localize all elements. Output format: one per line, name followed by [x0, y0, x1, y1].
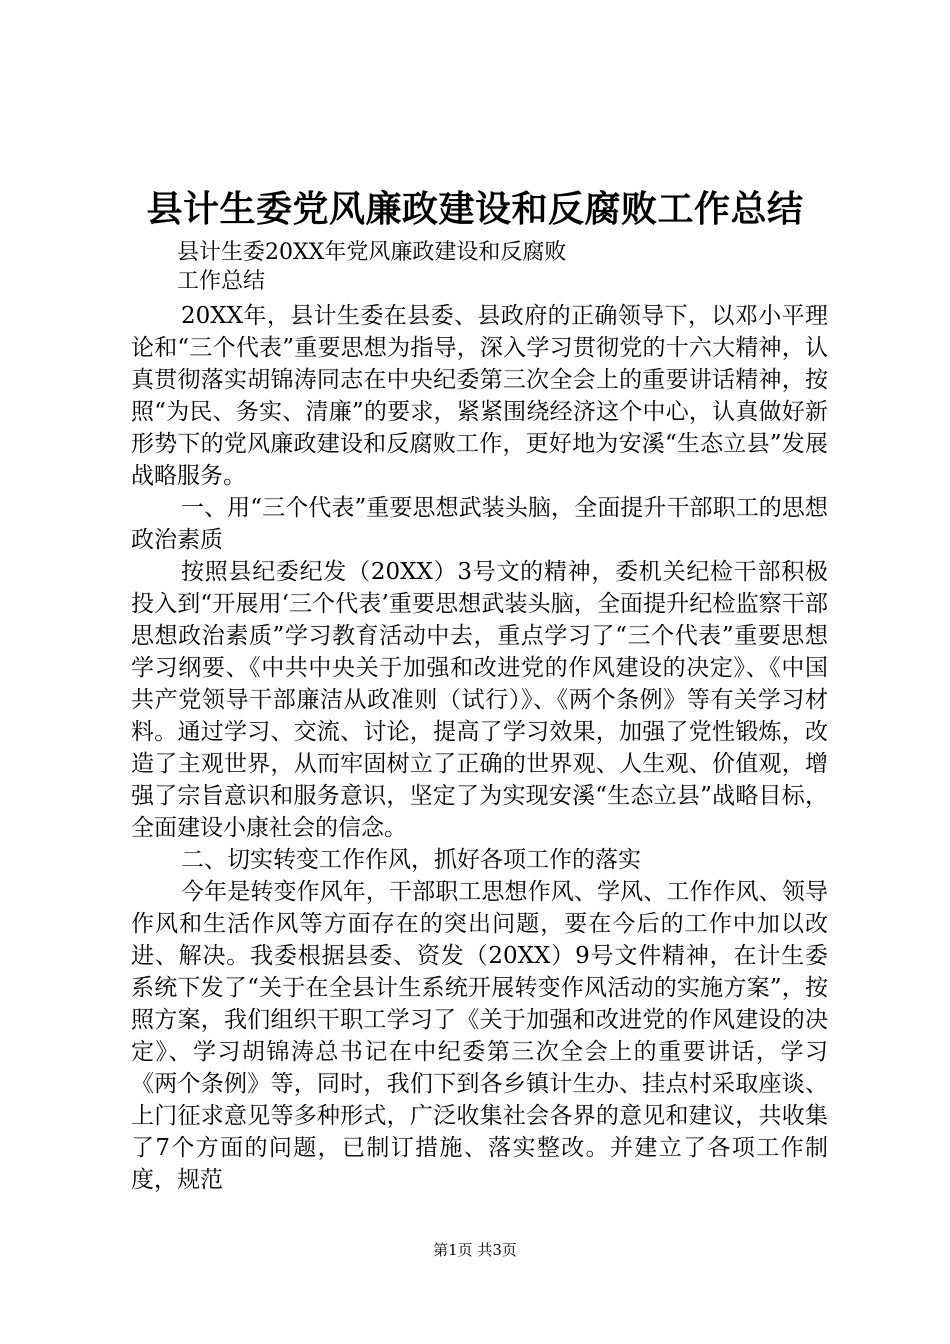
subtitle-line-2: 工作总结	[177, 269, 266, 294]
document-body	[131, 238, 828, 1196]
paragraph-section-1: 按照县纪委纪发（20XX）3号文的精神，委机关纪检干部积极投入到“开展用‘三个代表’重要思想武装头脑，全面提升纪检监察干部思想政治素质”学习教育活动中去，重点学习了“三个代表”重要思想学习纲要、《中共中央关于加强和改进党的作风建设的决定》、《中国共产党领导干部廉洁从政准则（试行）》、《两个条例》等有关学习材料。通过学习、交流、讨论，提高了学习效果，加强了党性锻炼，改造了主观世界，从而牢固树立了正确的世界观、人生观、价值观，增强了宗旨意识和服务意识，坚定了为实现安溪“生态立县”战略目标，全面建设小康社会的信念。	[131, 559, 828, 841]
section-heading-1: 一、用“三个代表”重要思想武装头脑，全面提升干部职工的思想政治素质	[131, 495, 828, 553]
section-heading-2: 二、切实转变工作作风，抓好各项工作的落实	[181, 847, 641, 873]
paragraph-intro: 20XX年，县计生委在县委、县政府的正确领导下，以邓小平理论和“三个代表”重要思想为指导，深入学习贯彻党的十六大精神，认真贯彻落实胡锦涛同志在中央纪委第三次全会上的重要讲话精神，按照“为民、务实、清廉”的要求，紧紧围绕经济这个中心，认真做好新形势下的党风廉政建设和反腐败工作，更好地为安溪“生态立县”发展战略服务。	[131, 303, 828, 489]
paragraph-section-2: 今年是转变作风年，干部职工思想作风、学风、工作作风、领导作风和生活作风等方面存在的突出问题，要在今后的工作中加以改进、解决。我委根据县委、资发（20XX）9号文件精神，在计生委系统下发了“关于在全县计生系统开展转变作风活动的实施方案”，按照方案，我们组织干职工学习了《关于加强和改进党的作风建设的决定》、学习胡锦涛总书记在中纪委第三次全会上的重要讲话，学习《两个条例》等，同时，我们下到各乡镇计生办、挂点村采取座谈、上门征求意见等多种形式，广泛收集社会各界的意见和建议，共收集了7个方面的问题，已制订措施、落实整改。并建立了各项工作制度，规范	[131, 879, 828, 1193]
subtitle-line-1: 县计生委20XX年党风廉政建设和反腐败	[177, 240, 567, 265]
page-footer: 第1页 共3页	[433, 1241, 517, 1259]
document-title: 县计生委党风廉政建设和反腐败工作总结	[146, 188, 804, 230]
